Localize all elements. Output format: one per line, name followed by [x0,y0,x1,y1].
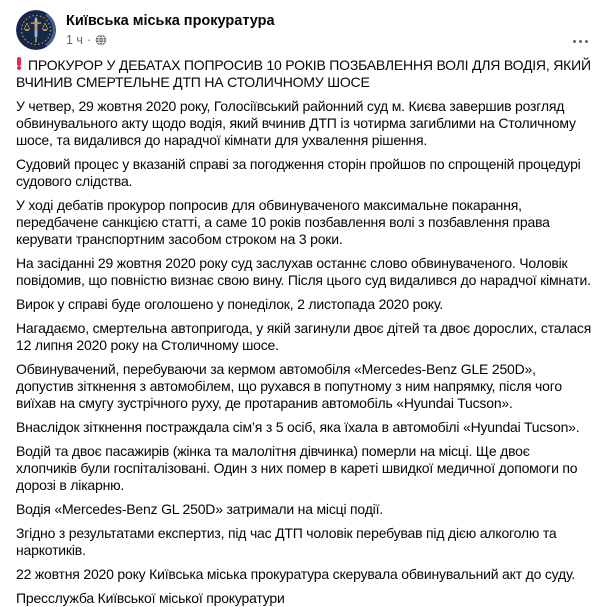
post-meta [66,33,275,47]
post-headline [16,57,592,91]
post-paragraph: Судовий процес у вказаній справі за погодження сторін пройшов по спрощеній процедурі судового слідства. [16,156,581,189]
post-paragraph: Згідно з результатами експертиз, під час ДТП чоловік перебував під дією алкоголю та наркотиків. [16,525,557,558]
post-paragraph: Обвинувачений, перебуваючи за кермом автомобіля «Mercedes-Benz GLE 250D», допустив зіткнення з автомобілем, що рухався в попутному з ним напрямку, після чого виїхав на смугу зустрічного руху, де протаранив автомобіль «Hyundai Tucson». [16,361,562,411]
prosecutor-emblem-icon [16,37,56,50]
post-paragraph: На засіданні 29 жовтня 2020 року суд заслухав останнє слово обвинуваченого. Чоловік повідомив, що повністю визнає свою вину. Після цього суд видалився до нарадчої кімнати. [16,255,591,288]
post-timestamp[interactable]: 1 ч [66,33,83,47]
post-menu-button[interactable] [566,26,592,52]
three-dots-icon [570,30,588,48]
post-paragraph: Внаслідок зіткнення постраждала сім’я з 5 осіб, яка їхала в автомобілі «Hyundai Tucson». [16,419,580,435]
page-name-link[interactable]: Київська міська прокуратура [66,13,275,29]
globe-icon [95,34,107,46]
post-paragraph: Вирок у справі буде оголошено у понеділок, 2 листопада 2020 року. [16,296,443,312]
red-exclamation-icon [16,57,22,70]
post-paragraph: Водія «Mercedes-Benz GL 250D» затримали на місці події. [16,501,383,517]
post-paragraph: Пресслужба Київської міської прокуратури [16,590,285,606]
post-paragraph: У ході дебатів прокурор попросив для обвинуваченого максимальне покарання, передбачене санкцією статті, а саме 10 років позбавлення волі з позбавлення права керувати транспортним засобом строком на 3 роки. [16,197,550,247]
meta-separator: · [86,33,92,47]
post-paragraph: Нагадаємо, смертельна автопригода, у якій загинули двоє дітей та двоє дорослих, сталася 12 липня 2020 року на Столичному шосе. [16,320,592,353]
post-paragraph: У четвер, 29 жовтня 2020 року, Голосіївський районний суд м. Києва завершив розгляд обвинувального акту щодо водія, який вчинив ДТП із чотирма загиблими на Столичному шосе, та видалився до нарадчої кімнати для ухвалення рішення. [16,98,576,148]
post-content [16,57,592,607]
post-paragraph: 22 жовтня 2020 року Київська міська прокуратура скерувала обвинувальний акт до суду. [16,566,576,582]
headline-text: ПРОКУРОР У ДЕБАТАХ ПОПРОСИВ 10 РОКІВ ПОЗБАВЛЕННЯ ВОЛІ ДЛЯ ВОДІЯ, ЯКИЙ ВЧИНИВ СМЕРТЕЛЬНЕ ДТП НА СТОЛИЧНОМУ ШОСЕ [16,57,591,90]
post-header [16,10,592,50]
post-paragraph: Водій та двоє пасажирів (жінка та малолітня дівчинка) померли на місці. Ще двоє хлопчиків були госпіталізовані. Один з них помер в кареті швидкої медичної допомоги по дорозі в лікарню. [16,443,578,493]
page-avatar[interactable] [16,10,56,50]
header-info [66,10,275,47]
